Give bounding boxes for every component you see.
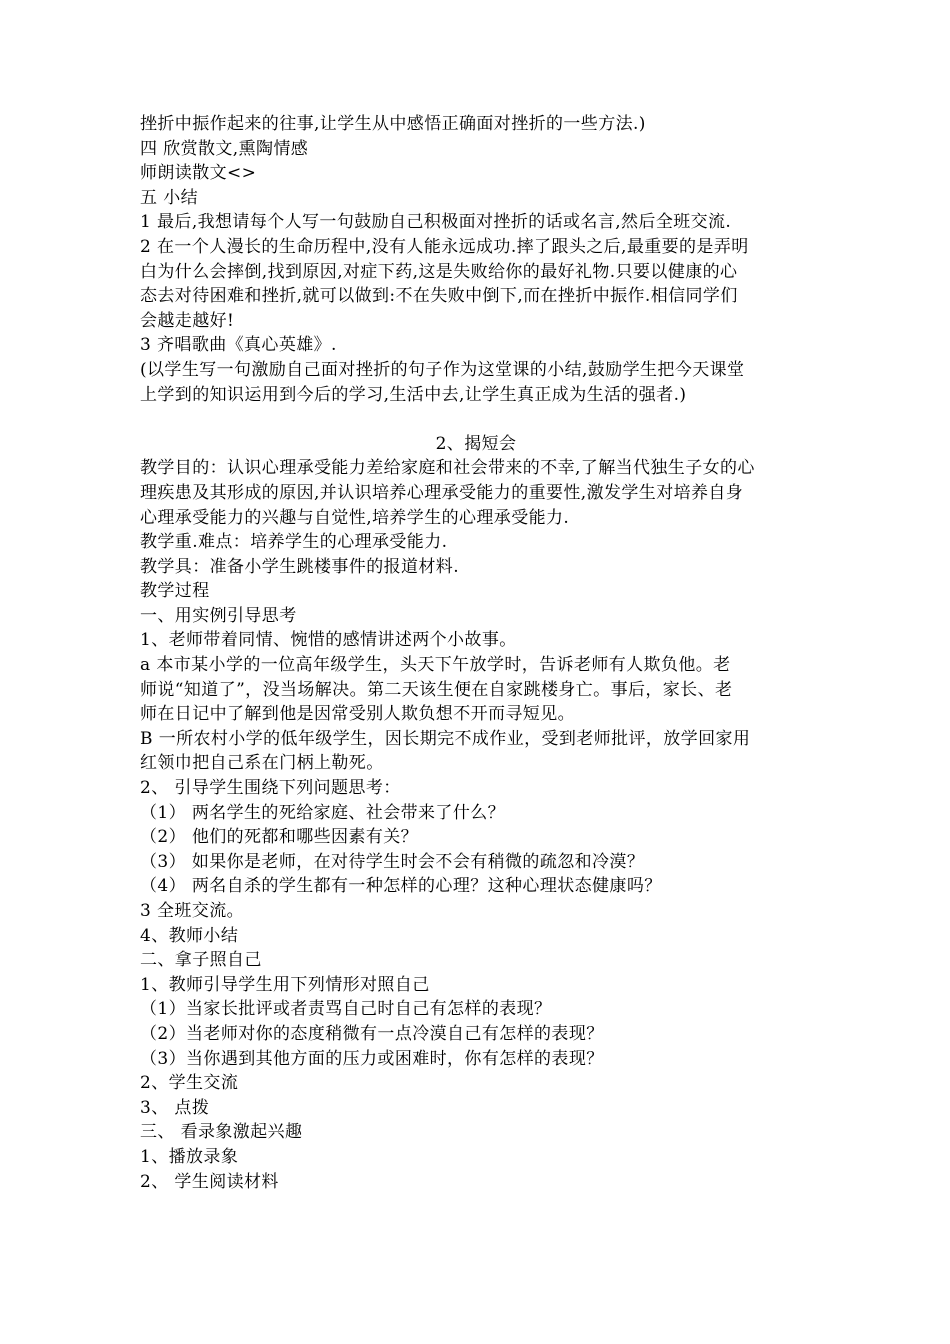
text-line: 4、教师小结 [140,925,239,946]
text-line: 教学目的：认识心理承受能力差给家庭和社会带来的不幸,了解当代独生子女的心 [140,458,755,479]
text-line: 白为什么会摔倒,找到原因,对症下药,这是失败给你的最好礼物.只要以健康的心 [140,261,738,282]
section-title: 2、揭短会 [435,433,517,454]
text-line: 3 齐唱歌曲《真心英雄》. [140,335,337,356]
text-line: B 一所农村小学的低年级学生，因长期完不成作业，受到老师批评，放学回家用 [140,728,751,749]
text-line: 师在日记中了解到他是因常受别人欺负想不开而寻短见。 [140,704,575,725]
text-line: 教学具：准备小学生跳楼事件的报道材料. [140,556,460,577]
document-page [140,112,812,1194]
text-line: （3） 如果你是老师，在对待学生时会不会有稍微的疏忽和冷漠？ [140,851,645,872]
text-line: 2 在一个人漫长的生命历程中,没有人能永远成功.摔了跟头之后,最重要的是弄明 [140,236,749,257]
text-line: 2、学生交流 [140,1073,239,1094]
text-line: 三、 看录象激起兴趣 [140,1122,303,1143]
blank-line [140,407,812,432]
text-line: 红领巾把自己系在门柄上勒死。 [140,753,384,774]
section-lesson-plan [140,456,812,1194]
text-line: 会越走越好! [140,310,235,331]
text-line: 2、 学生阅读材料 [140,1171,279,1192]
text-line: （4） 两名自杀的学生都有一种怎样的心理？这种心理状态健康吗？ [140,876,662,897]
text-line: (以学生写一句激励自己面对挫折的句子作为这堂课的小结,鼓励学生把今天课堂 [140,359,745,380]
text-line: 3、 点拨 [140,1097,210,1118]
text-line: 1、老师带着同情、惋惜的感情讲述两个小故事。 [140,630,517,651]
text-line: 1、播放录象 [140,1146,239,1167]
text-line: 一、用实例引导思考 [140,605,297,626]
text-line: 师朗读散文<> [140,163,257,184]
text-line: 心理承受能力的兴趣与自觉性,培养学生的心理承受能力. [140,507,570,528]
text-line: 1 最后,我想请每个人写一句鼓励自己积极面对挫折的话或名言,然后全班交流. [140,212,732,233]
text-line: 师说“知道了”，没当场解决。第二天该生便在自家跳楼身亡。事后，家长、老 [140,679,733,700]
text-line: 理疾患及其形成的原因,并认识培养心理承受能力的重要性,激发学生对培养自身 [140,482,744,503]
text-line: （3）当你遇到其他方面的压力或困难时，你有怎样的表现？ [140,1048,604,1069]
text-line: 1、教师引导学生用下列情形对照自己 [140,974,430,995]
text-line: 3 全班交流。 [140,901,245,921]
text-line: （1） 两名学生的死给家庭、社会带来了什么？ [140,802,506,823]
text-line: 2、 引导学生围绕下列问题思考： [140,778,401,799]
text-line: 二、拿子照自己 [140,950,262,971]
text-line: 教学重.难点：培养学生的心理承受能力. [140,532,448,553]
text-line: 教学过程 [140,581,210,602]
text-line: 四 欣赏散文,熏陶情感 [140,138,309,159]
text-line: a 本市某小学的一位高年级学生，头天下午放学时，告诉老师有人欺负他。老 [140,655,731,676]
text-line: （2）当老师对你的态度稍微有一点冷漠自己有怎样的表现？ [140,1023,604,1044]
text-line: 五 小结 [140,187,199,208]
section-continuation [140,112,812,407]
text-line: （2） 他们的死都和哪些因素有关？ [140,827,419,848]
text-line: 态去对待困难和挫折,就可以做到:不在失败中倒下,而在挫折中振作.相信同学们 [140,286,738,307]
text-line: 上学到的知识运用到今后的学习,生活中去,让学生真正成为生活的强者.) [140,384,687,405]
text-line: （1）当家长批评或者责骂自己时自己有怎样的表现？ [140,999,552,1020]
text-line: 挫折中振作起来的往事,让学生从中感悟正确面对挫折的一些方法.) [140,114,646,134]
